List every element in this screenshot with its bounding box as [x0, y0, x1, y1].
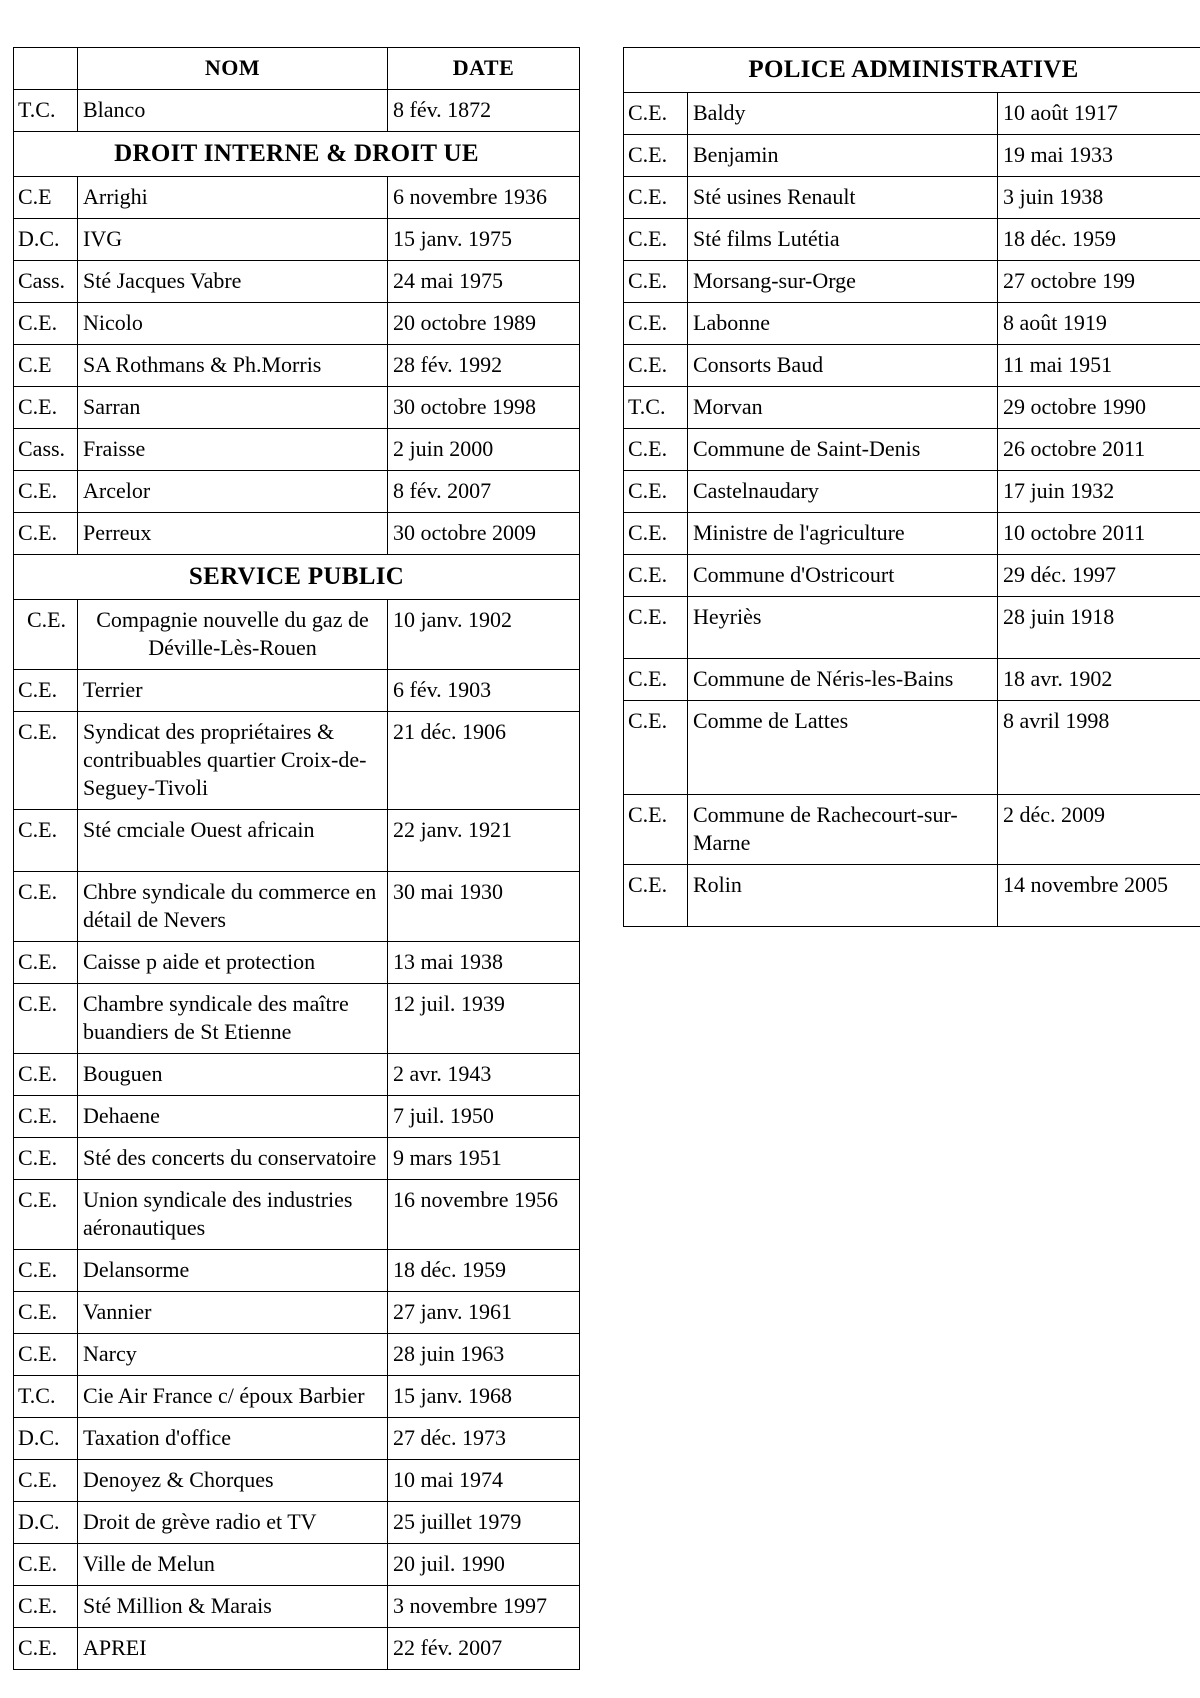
case-name-cell: Denoyez & Chorques — [78, 1460, 388, 1502]
court-cell: C.E. — [14, 670, 78, 712]
date-cell: 3 novembre 1997 — [388, 1586, 580, 1628]
court-cell: C.E. — [14, 600, 78, 670]
case-name-cell: Bouguen — [78, 1054, 388, 1096]
table-row — [14, 303, 580, 345]
case-name-cell: Taxation d'office — [78, 1418, 388, 1460]
date-cell: 20 octobre 1989 — [388, 303, 580, 345]
table-row — [14, 1054, 580, 1096]
table-row — [14, 1418, 580, 1460]
date-cell: 27 octobre 199 — [998, 261, 1200, 303]
table-row — [14, 712, 580, 810]
case-name-cell: Morvan — [688, 387, 998, 429]
court-cell: C.E. — [14, 1460, 78, 1502]
date-cell: 7 juil. 1950 — [388, 1096, 580, 1138]
case-name-cell: Arcelor — [78, 471, 388, 513]
table-row — [624, 659, 1200, 701]
court-cell: C.E. — [624, 701, 688, 795]
case-name-cell: Commune d'Ostricourt — [688, 555, 998, 597]
table-row — [14, 810, 580, 872]
court-cell: T.C. — [14, 90, 78, 132]
table-row — [14, 1460, 580, 1502]
column-header-date: DATE — [388, 48, 580, 90]
table-row — [624, 303, 1200, 345]
date-cell: 12 juil. 1939 — [388, 984, 580, 1054]
table-row — [14, 387, 580, 429]
court-cell: C.E. — [14, 1180, 78, 1250]
case-name-cell: Delansorme — [78, 1250, 388, 1292]
date-cell: 19 mai 1933 — [998, 135, 1200, 177]
date-cell: 2 juin 2000 — [388, 429, 580, 471]
court-cell: C.E. — [14, 984, 78, 1054]
table-row — [624, 345, 1200, 387]
case-name-cell: Morsang-sur-Orge — [688, 261, 998, 303]
court-cell: C.E. — [14, 387, 78, 429]
case-name-cell: Nicolo — [78, 303, 388, 345]
court-cell: C.E. — [624, 597, 688, 659]
court-cell: C.E. — [624, 261, 688, 303]
date-cell: 22 janv. 1921 — [388, 810, 580, 872]
table-row — [624, 865, 1200, 927]
table-row — [624, 555, 1200, 597]
date-cell: 27 déc. 1973 — [388, 1418, 580, 1460]
date-cell: 6 fév. 1903 — [388, 670, 580, 712]
case-name-cell: Perreux — [78, 513, 388, 555]
date-cell: 30 mai 1930 — [388, 872, 580, 942]
court-cell: T.C. — [14, 1376, 78, 1418]
table-row — [14, 670, 580, 712]
case-name-cell: Castelnaudary — [688, 471, 998, 513]
case-name-cell: Blanco — [78, 90, 388, 132]
case-name-cell: Chambre syndicale des maître buandiers de St Etienne — [78, 984, 388, 1054]
table-row — [624, 429, 1200, 471]
date-cell: 18 avr. 1902 — [998, 659, 1200, 701]
date-cell: 15 janv. 1968 — [388, 1376, 580, 1418]
date-cell: 30 octobre 2009 — [388, 513, 580, 555]
date-cell: 29 déc. 1997 — [998, 555, 1200, 597]
table-row — [14, 1180, 580, 1250]
jurisprudence-table-right — [623, 47, 1200, 927]
case-name-cell: Sté des concerts du conservatoire — [78, 1138, 388, 1180]
court-cell: C.E. — [624, 345, 688, 387]
case-name-cell: Sté Jacques Vabre — [78, 261, 388, 303]
court-cell: C.E. — [14, 810, 78, 872]
court-cell: Cass. — [14, 429, 78, 471]
court-cell: C.E. — [14, 1544, 78, 1586]
case-name-cell: Narcy — [78, 1334, 388, 1376]
date-cell: 24 mai 1975 — [388, 261, 580, 303]
case-name-cell: Vannier — [78, 1292, 388, 1334]
court-cell: C.E. — [624, 177, 688, 219]
table-row — [624, 387, 1200, 429]
date-cell: 2 déc. 2009 — [998, 795, 1200, 865]
table-row — [14, 1502, 580, 1544]
court-cell: C.E. — [624, 865, 688, 927]
case-name-cell: Dehaene — [78, 1096, 388, 1138]
right-table-body — [624, 93, 1200, 927]
case-name-cell: Commune de Néris-les-Bains — [688, 659, 998, 701]
table-row — [14, 90, 580, 132]
court-cell: C.E. — [624, 795, 688, 865]
case-name-cell: Syndicat des propriétaires & contribuables quartier Croix-de-Seguey-Tivoli — [78, 712, 388, 810]
date-cell: 28 fév. 1992 — [388, 345, 580, 387]
case-name-cell: Baldy — [688, 93, 998, 135]
case-name-cell: Commune de Saint-Denis — [688, 429, 998, 471]
court-cell: C.E. — [624, 219, 688, 261]
table-row — [624, 135, 1200, 177]
case-name-cell: Labonne — [688, 303, 998, 345]
case-name-cell: Commune de Rachecourt-sur-Marne — [688, 795, 998, 865]
court-cell: C.E. — [14, 942, 78, 984]
date-cell: 20 juil. 1990 — [388, 1544, 580, 1586]
date-cell: 16 novembre 1956 — [388, 1180, 580, 1250]
date-cell: 18 déc. 1959 — [998, 219, 1200, 261]
table-row — [14, 261, 580, 303]
court-cell: C.E. — [624, 135, 688, 177]
case-name-cell: Benjamin — [688, 135, 998, 177]
court-cell: C.E. — [14, 1096, 78, 1138]
case-name-cell: Union syndicale des industries aéronautiques — [78, 1180, 388, 1250]
case-name-cell: Rolin — [688, 865, 998, 927]
court-cell: D.C. — [14, 1502, 78, 1544]
date-cell: 28 juin 1918 — [998, 597, 1200, 659]
court-cell: C.E. — [14, 1054, 78, 1096]
case-name-cell: Comme de Lattes — [688, 701, 998, 795]
column-header-nom: NOM — [78, 48, 388, 90]
court-cell: C.E. — [14, 1250, 78, 1292]
court-cell: C.E. — [624, 93, 688, 135]
table-row — [14, 177, 580, 219]
left-table-body — [14, 90, 580, 1670]
section-row — [14, 132, 580, 177]
court-cell: C.E. — [14, 303, 78, 345]
date-cell: 15 janv. 1975 — [388, 219, 580, 261]
case-name-cell: Fraisse — [78, 429, 388, 471]
case-name-cell: Consorts Baud — [688, 345, 998, 387]
court-cell: C.E. — [624, 555, 688, 597]
table-row — [14, 513, 580, 555]
court-cell: C.E. — [624, 471, 688, 513]
date-cell: 6 novembre 1936 — [388, 177, 580, 219]
case-name-cell: Chbre syndicale du commerce en détail de Nevers — [78, 872, 388, 942]
table-row — [624, 701, 1200, 795]
court-cell: D.C. — [14, 219, 78, 261]
table-row — [624, 597, 1200, 659]
case-name-cell: Ville de Melun — [78, 1544, 388, 1586]
date-cell: 25 juillet 1979 — [388, 1502, 580, 1544]
date-cell: 30 octobre 1998 — [388, 387, 580, 429]
case-name-cell: Compagnie nouvelle du gaz de Déville-Lès-Rouen — [78, 600, 388, 670]
date-cell: 14 novembre 2005 — [998, 865, 1200, 927]
table-row — [14, 1292, 580, 1334]
table-row — [624, 93, 1200, 135]
date-cell: 8 avril 1998 — [998, 701, 1200, 795]
header-row — [14, 48, 580, 90]
date-cell: 2 avr. 1943 — [388, 1054, 580, 1096]
court-cell: C.E. — [14, 712, 78, 810]
case-name-cell: Sarran — [78, 387, 388, 429]
court-cell: C.E. — [14, 1628, 78, 1670]
case-name-cell: Terrier — [78, 670, 388, 712]
date-cell: 21 déc. 1906 — [388, 712, 580, 810]
court-cell: C.E. — [14, 1292, 78, 1334]
date-cell: 11 mai 1951 — [998, 345, 1200, 387]
case-name-cell: Sté films Lutétia — [688, 219, 998, 261]
date-cell: 22 fév. 2007 — [388, 1628, 580, 1670]
case-name-cell: Sté cmciale Ouest africain — [78, 810, 388, 872]
table-row — [14, 1334, 580, 1376]
case-name-cell: Arrighi — [78, 177, 388, 219]
section-title-police-administrative: POLICE ADMINISTRATIVE — [624, 48, 1200, 93]
case-name-cell: SA Rothmans & Ph.Morris — [78, 345, 388, 387]
court-cell: C.E. — [14, 872, 78, 942]
header-row — [624, 48, 1200, 93]
court-cell: C.E. — [14, 513, 78, 555]
table-row — [14, 429, 580, 471]
column-header-court — [14, 48, 78, 90]
date-cell: 10 octobre 2011 — [998, 513, 1200, 555]
table-row — [14, 1628, 580, 1670]
date-cell: 8 fév. 1872 — [388, 90, 580, 132]
case-name-cell: Cie Air France c/ époux Barbier — [78, 1376, 388, 1418]
date-cell: 17 juin 1932 — [998, 471, 1200, 513]
table-row — [14, 984, 580, 1054]
date-cell: 8 fév. 2007 — [388, 471, 580, 513]
table-row — [14, 1096, 580, 1138]
table-row — [14, 1376, 580, 1418]
jurisprudence-table-left — [13, 47, 580, 1670]
date-cell: 13 mai 1938 — [388, 942, 580, 984]
court-cell: C.E. — [624, 429, 688, 471]
date-cell: 27 janv. 1961 — [388, 1292, 580, 1334]
date-cell: 8 août 1919 — [998, 303, 1200, 345]
table-row — [14, 345, 580, 387]
table-row — [14, 471, 580, 513]
case-name-cell: Droit de grève radio et TV — [78, 1502, 388, 1544]
table-row — [14, 942, 580, 984]
table-row — [624, 219, 1200, 261]
case-name-cell: Sté Million & Marais — [78, 1586, 388, 1628]
court-cell: C.E. — [624, 659, 688, 701]
table-row — [624, 177, 1200, 219]
court-cell: C.E. — [624, 513, 688, 555]
date-cell: 10 août 1917 — [998, 93, 1200, 135]
case-name-cell: IVG — [78, 219, 388, 261]
table-row — [14, 1586, 580, 1628]
court-cell: C.E. — [14, 1334, 78, 1376]
court-cell: C.E. — [624, 303, 688, 345]
date-cell: 18 déc. 1959 — [388, 1250, 580, 1292]
table-row — [14, 872, 580, 942]
table-row — [624, 513, 1200, 555]
table-row — [14, 219, 580, 261]
case-name-cell: Sté usines Renault — [688, 177, 998, 219]
court-cell: D.C. — [14, 1418, 78, 1460]
date-cell: 3 juin 1938 — [998, 177, 1200, 219]
date-cell: 28 juin 1963 — [388, 1334, 580, 1376]
date-cell: 9 mars 1951 — [388, 1138, 580, 1180]
court-cell: C.E. — [14, 1586, 78, 1628]
court-cell: C.E. — [14, 471, 78, 513]
date-cell: 10 mai 1974 — [388, 1460, 580, 1502]
table-row — [14, 1250, 580, 1292]
case-name-cell: Ministre de l'agriculture — [688, 513, 998, 555]
court-cell: C.E — [14, 345, 78, 387]
table-row — [14, 1138, 580, 1180]
table-row — [14, 600, 580, 670]
table-row — [624, 795, 1200, 865]
section-title-service-public: SERVICE PUBLIC — [14, 555, 580, 600]
case-name-cell: Caisse p aide et protection — [78, 942, 388, 984]
case-name-cell: Heyriès — [688, 597, 998, 659]
case-name-cell: APREI — [78, 1628, 388, 1670]
date-cell: 26 octobre 2011 — [998, 429, 1200, 471]
court-cell: T.C. — [624, 387, 688, 429]
section-title-droit-interne-droit-ue: DROIT INTERNE & DROIT UE — [14, 132, 580, 177]
table-row — [624, 471, 1200, 513]
court-cell: C.E. — [14, 1138, 78, 1180]
court-cell: C.E — [14, 177, 78, 219]
court-cell: Cass. — [14, 261, 78, 303]
section-row — [14, 555, 580, 600]
date-cell: 10 janv. 1902 — [388, 600, 580, 670]
table-row — [624, 261, 1200, 303]
date-cell: 29 octobre 1990 — [998, 387, 1200, 429]
table-row — [14, 1544, 580, 1586]
